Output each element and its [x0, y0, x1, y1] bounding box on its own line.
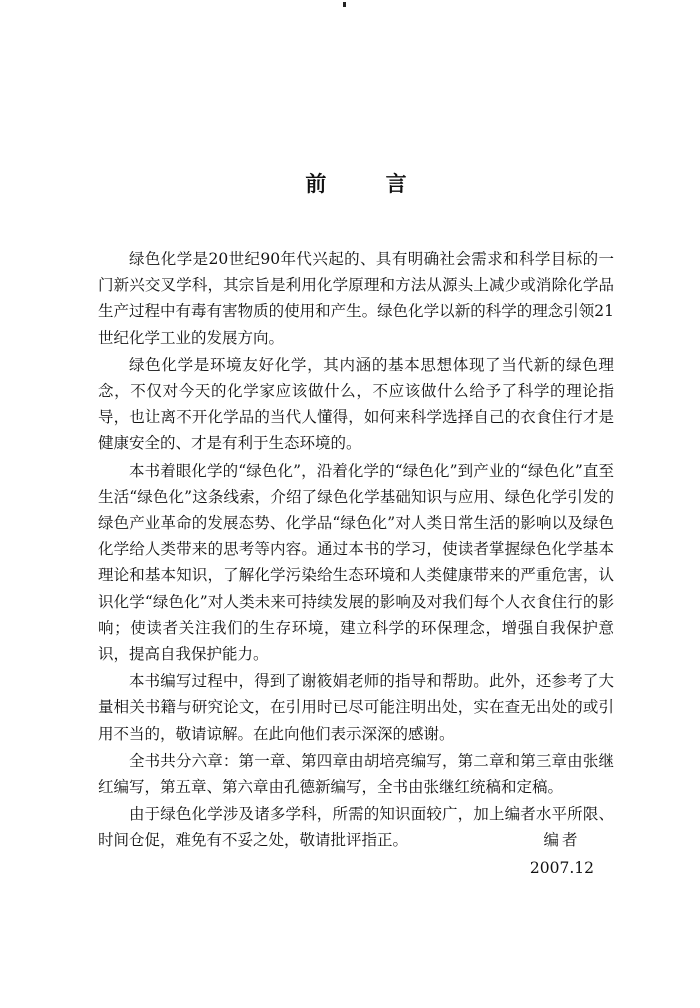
signature-author: 编者 — [543, 831, 581, 849]
paragraph-1: 绿色化学是20世纪90年代兴起的、具有明确社会需求和科学目标的一门新兴交叉学科，其宗旨是利用化学原理和方法从源头上减少或消除化学品生产过程中有毒有害物质的使用和产生。绿色化学以新的科学的理念引领21世纪化学工业的发展方向。 — [98, 250, 614, 347]
signature-date: 2007.12 — [529, 859, 594, 877]
preface-body — [98, 246, 614, 855]
page-title: 前 言 — [305, 172, 433, 196]
paragraph-3: 本书着眼化学的“绿色化”，沿着化学的“绿色化”到产业的“绿色化”直至生活“绿色化”这条线索，介绍了绿色化学基础知识与应用、绿色化学引发的绿色产业革命的发展态势、化学品“绿色化”对人类日常生活的影响以及绿色化学给人类带来的思考等内容。通过本书的学习，使读者掌握绿色化学基本理论和基本知识，了解化学污染给生态环境和人类健康带来的严重危害，认识化学“绿色化”对人类未来可持续发展的影响及对我们每个人衣食住行的影响；使读者关注我们的生存环境，建立科学的环保理念，增强自我保护意识，提高自我保护能力。 — [98, 461, 614, 664]
page — [98, 0, 614, 1008]
paragraph-4: 本书编写过程中，得到了谢筱娟老师的指导和帮助。此外，还参考了大量相关书籍与研究论文，在引用时已尽可能注明出处，实在查无出处的或引用不当的，敬请谅解。在此向他们表示深深的感谢。 — [98, 672, 614, 743]
paragraph-2: 绿色化学是环境友好化学，其内涵的基本思想体现了当代新的绿色理念，不仅对今天的化学家应该做什么，不应该做什么给予了科学的理论指导，也让离不开化学品的当代人懂得，如何来科学选择自己的衣食住行才是健康安全的、才是有利于生态环境的。 — [98, 355, 614, 453]
paragraph-6: 由于绿色化学涉及诸多学科，所需的知识面较广，加上编者水平所限、时间仓促，难免有不妥之处，敬请批评指正。 — [98, 805, 614, 850]
page-mark — [343, 2, 346, 7]
signature — [530, 826, 594, 882]
paragraph-5: 全书共分六章：第一章、第四章由胡培亮编写，第二章和第三章由张继红编写，第五章、第六章由孔德新编写，全书由张继红统稿和定稿。 — [98, 751, 614, 797]
